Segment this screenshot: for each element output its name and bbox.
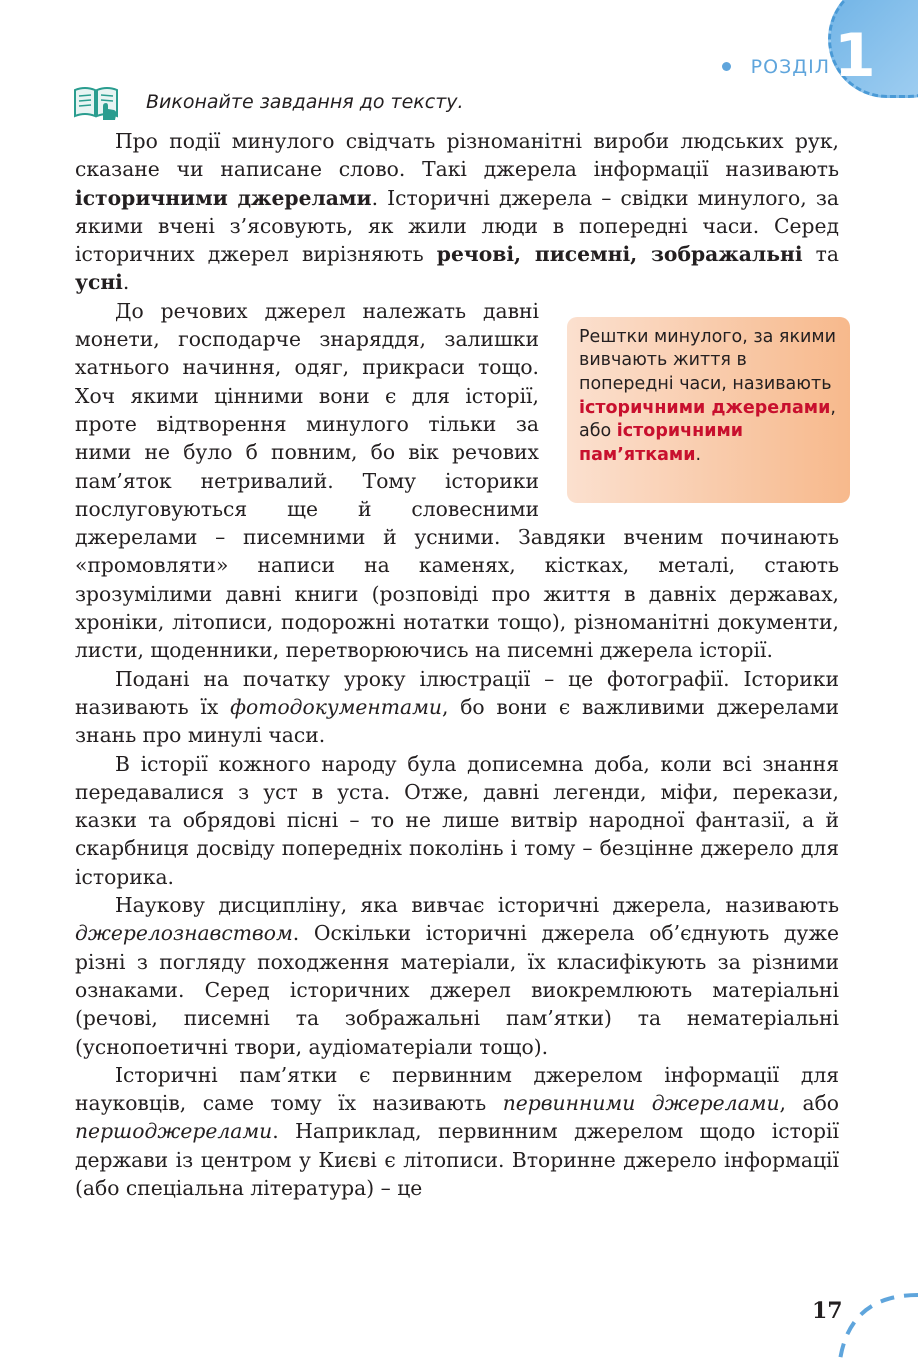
chapter-dot bbox=[722, 62, 731, 71]
term-italic: первинними джерелами bbox=[502, 1091, 780, 1116]
text-run: Історичні пам’ятки є первинним джерелом інформації для науковців, саме тому їх називають bbox=[75, 1062, 839, 1116]
paragraph-5 bbox=[75, 891, 839, 1061]
definition-note bbox=[567, 317, 850, 503]
paragraph-4: В історії кожного народу була дописемна доба, коли всі знання передавалися з уст в уста. Отже, давні легенди, міфи, перекази, казки та обрядові пісні – то не лише витвір народної фантазії, а й скарбниця досвіду попередніх поколінь і тому – безцінне джерело для історика. bbox=[75, 751, 839, 889]
term-italic: фотодокументами bbox=[230, 694, 442, 719]
term-bold: історичними джерелами bbox=[75, 185, 372, 210]
term-italic: першоджерелами bbox=[75, 1119, 273, 1144]
text-run: Наукову дисципліну, яка вивчає історичні джерела, називають bbox=[115, 893, 839, 918]
text-run: . bbox=[122, 270, 130, 295]
paragraph-1 bbox=[75, 127, 839, 297]
chapter-label: РОЗДІЛ bbox=[750, 56, 830, 78]
main-text bbox=[75, 127, 839, 1202]
page-number: 17 bbox=[812, 1298, 843, 1324]
paragraph-3 bbox=[75, 665, 839, 750]
note-text: . bbox=[695, 444, 702, 465]
task-instruction: Виконайте завдання до тексту. bbox=[146, 91, 464, 113]
text-run: Подані на початку уроку ілюстрації – це фотографії. Історики називають їх bbox=[75, 666, 839, 719]
text-run: та bbox=[802, 242, 839, 267]
term-bold: речові, писемні, зображальні bbox=[436, 242, 803, 267]
note-highlight: історичними пам’ятками bbox=[579, 421, 744, 465]
term-italic: джерелознавством bbox=[75, 921, 293, 946]
text-run: , бо вони є важливими джерелами знань про минулі часи. bbox=[75, 694, 840, 748]
chapter-number: 1 bbox=[834, 21, 876, 91]
text-run: , або bbox=[779, 1091, 840, 1116]
text-run: . Історичні джерела – свідки минулого, за якими вчені з’ясовують, як жили люди в попередні часи. Серед історичних джерел вирізняють bbox=[75, 185, 839, 267]
note-text: Рештки минулого, за якими вивчають життя в попередні часи, називають bbox=[579, 326, 836, 394]
book-hand-icon bbox=[73, 84, 119, 120]
paragraph-2: До речових джерел належать давні монети, господарче знаряддя, залишки хатнього начиння, одяг, прикраси тощо. Хоч якими цінними вони є для історії, проте відтворення минулого тільки за ними не було б повним, бо вік речових пам’яток нетривалий. Тому історики послуговуються ще й словесними джерелами – писемними й усними. Завдяки вченим починають «промовляти» написи на каменях, кістках, металі, стають зрозумілими давні книги (розповіді про життя в давніх державах, хроніки, літописи, подорожні нотатки тощо), різноманітні документи, листи, щоденники, перетворюючись на писемні джерела історії. bbox=[75, 298, 839, 663]
text-run: Про події минулого свідчать різноманітні вироби людських рук, сказане чи написане слово. Такі джерела інформації називають bbox=[75, 129, 839, 182]
paragraph-6 bbox=[75, 1061, 839, 1202]
text-run: . Наприклад, первинним джерелом щодо історії держави із центром у Києві є літописи. Вторинне джерело інформації (або спеціальна література) – це bbox=[75, 1119, 839, 1200]
note-highlight: історичними джерелами bbox=[579, 397, 831, 418]
note-text: , або bbox=[579, 397, 836, 442]
term-bold: усні bbox=[75, 270, 123, 295]
text-run: . Оскільки історичні джерела об’єднують дуже різні з погляду походження матеріали, їх класифікують за різними ознаками. Серед історичних джерел виокремлюють матеріальні (речові, писемні та зображальні пам’ятки) та нематеріальні (уснопоетичні твори, аудіоматеріали тощо). bbox=[75, 921, 839, 1059]
corner-decoration bbox=[830, 1285, 918, 1360]
